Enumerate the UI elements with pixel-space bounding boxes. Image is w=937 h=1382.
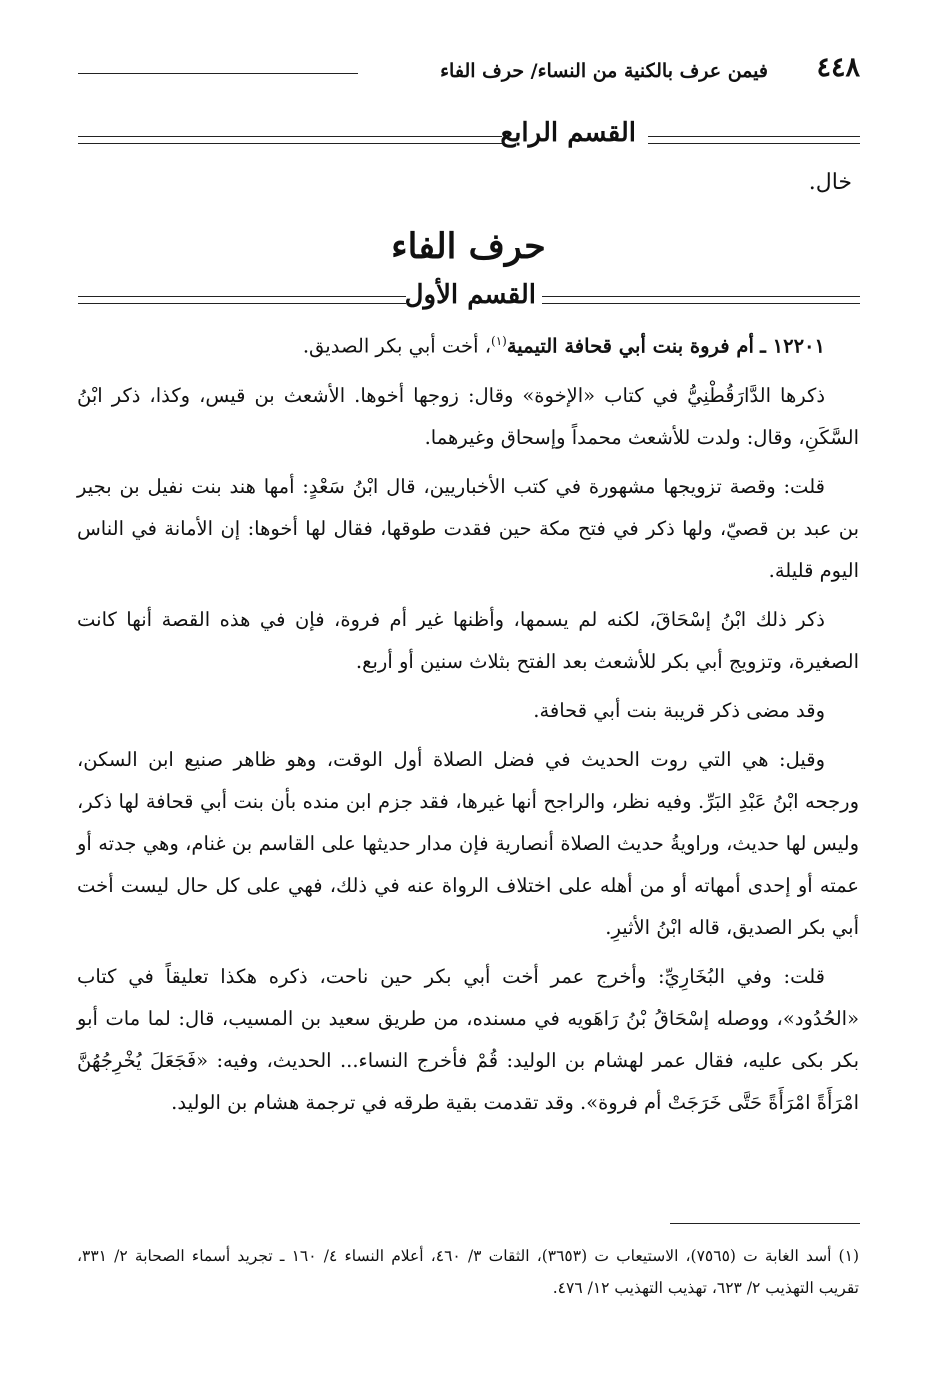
entry-number: ١٢٢٠١ ـ <box>760 334 825 358</box>
paragraph-text: ذكر ذلك ابْنُ إسْحَاقَ، لكنه لم يسمها، وأظنها غير أم فروة، فإن في هذه القصة أنها كانت الصغيرة، وتزويج أبي بكر للأشعث بعد الفتح بثلاث سنين أو أربع. <box>77 607 859 673</box>
paragraph-text: وقيل: هي التي روت الحديث في فضل الصلاة أول الوقت، وهو ظاهر صنيع ابن السكن، ورجحه ابْنُ عَبْدِ البَرِّ. وفيه نظر، والراجح أنها غيرها، فقد جزم ابن منده بأن بنت أبي قحافة لها ذكر، وليس لها حديث، وراويةُ حديث الصلاة أنصارية فإن مدار حديثها على القاسم بن غنام، وهي جدته أو عمته أو إحدى أمهاته أو من أهله على اختلاف الرواة عنه في ذلك، فهي على كل حال ليست أخت أبي بكر الصديق، قاله ابْنُ الأثيرِ. <box>77 747 859 939</box>
paragraph-text: وقد مضى ذكر قريبة بنت أبي قحافة. <box>533 698 825 722</box>
paragraph-text: قلت: وفي البُخَارِيِّ: وأخرج عمر أخت أبي بكر حين ناحت، ذكره هكذا تعليقاً في كتاب «الحُدُود»، ووصله إسْحَاقُ بْنُ رَاهَويه في مسنده، من طريق سعيد بن المسيب، قال: لما مات أبو بكر بكى عليه، فقال عمر لهشام بن الوليد: قُمْ فأخرج النساء... الحديث، وفيه: «فَجَعَلَ يُخْرِجُهُنَّ امْرَأَةً امْرَأَةً حَتَّى خَرَجَتْ أم فروة». وقد تقدمت بقية طرقه في ترجمة هشام بن الوليد. <box>77 964 859 1114</box>
page-header <box>78 50 860 92</box>
section-title-first: القسم الأول <box>404 280 536 310</box>
footnote: (١) أسد الغابة ت (٧٥٦٥)، الاستيعاب ت (٣٦٥٣)، الثقات ٣/ ٤٦٠، أعلام النساء ٤/ ١٦٠ ـ تجريد أسماء الصحابة ٢/ ٣٣١، تقريب التهذيب ٢/ ٦٢٣، تهذيب التهذيب ١٢/ ٤٧٦. <box>77 1247 859 1297</box>
double-rule-right <box>648 136 860 144</box>
page-number: ٤٤٨ <box>816 52 860 83</box>
section-heading-first <box>78 280 860 320</box>
double-rule-right <box>542 296 860 304</box>
section-heading-fourth <box>78 118 860 158</box>
paragraph <box>77 599 859 683</box>
header-rule <box>78 73 358 74</box>
paragraph-text: قلت: وقصة تزويجها مشهورة في كتب الأخباريين، قال ابْنُ سَعْدٍ: أمها هند بنت نفيل بن بجير بن عبد بن قصيّ، ولها ذكر في فتح مكة حين فقدت طوقها، فقال لها أخوها: إن الأمانة في الناس اليوم قليلة. <box>77 474 859 582</box>
paragraph-text: ذكرها الدَّارَقُطْنِيُّ في كتاب «الإخوة» وقال: زوجها أخوها. الأشعث بن قيس، وكذا، ذكر ابْنُ السَّكَنِ، وقال: ولدت للأشعث محمداً وإسحاق وغيرهما. <box>77 383 859 449</box>
body-text <box>77 320 859 1131</box>
paragraph <box>77 466 859 592</box>
entry-paragraph <box>77 320 859 368</box>
paragraph <box>77 956 859 1124</box>
entry-rest: ، أخت أبي بكر الصديق. <box>302 334 491 358</box>
double-rule-left <box>78 136 502 144</box>
running-title: فيمن عرف بالكنية من النساء/ حرف الفاء <box>440 60 768 82</box>
footnote-separator <box>670 1223 860 1224</box>
section-title-fourth: القسم الرابع <box>500 118 636 148</box>
paragraph <box>77 690 859 732</box>
paragraph <box>77 739 859 949</box>
double-rule-left <box>78 296 406 304</box>
footnote-ref: (١) <box>491 334 507 348</box>
chapter-title: حرف الفاء <box>391 226 546 267</box>
paragraph <box>77 375 859 459</box>
entry-name: أم فروة بنت أبي قحافة التيمية <box>506 334 754 358</box>
continued-text-fragment: خال. <box>808 170 852 195</box>
